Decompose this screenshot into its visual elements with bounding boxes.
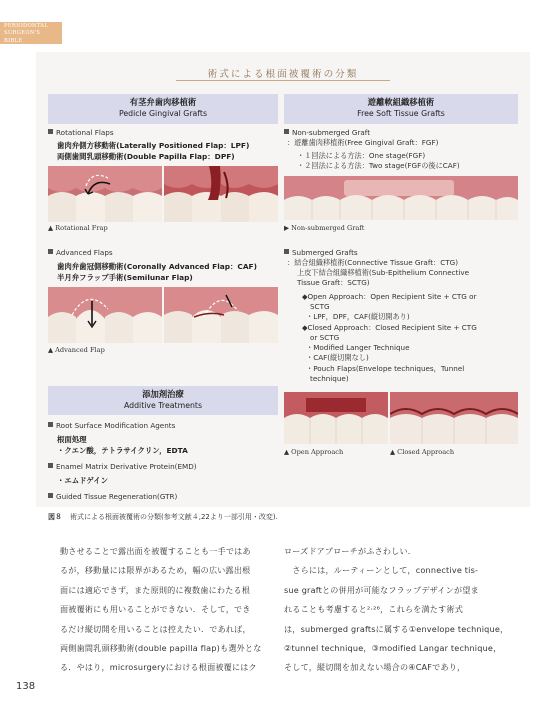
submerged-line: Tissue Graft：SCTG) [297, 278, 370, 287]
submerged-line: ：結合組織移植術(Connective Tissue Graft：CTG) [287, 258, 459, 267]
book-tag-line: BIBLE [4, 37, 23, 44]
non-submerged-photo [284, 176, 518, 220]
body-line: ローズドアプローチがふさわしい． [284, 546, 417, 556]
rotational-line: 歯肉弁側方移動術(Laterally Positioned Flap：LPF) [57, 141, 250, 150]
additive-header-jp: 添加剤治療 [142, 389, 184, 399]
submerged-item: ・Pouch Flaps(Envelope techniques，Tunnel [306, 364, 465, 373]
root-surface-line: ・クエン酸，テトラサイクリン，EDTA [57, 446, 188, 455]
submerged-line: 上皮下結合組織移植術(Sub-Epithelium Connective [297, 268, 470, 277]
body-line: 動させることで露出面を被覆することも一手ではあ [60, 546, 251, 556]
rotational-line: 両側歯間乳頭移動術(Double Papilla Flap：DPF) [57, 152, 235, 161]
body-line: る．やはり，microsurgeryにおける根面被覆にはク [60, 662, 257, 673]
advanced-photo-1 [48, 287, 162, 343]
submerged-item: ・LPF，DPF，CAF(縦切開あり) [306, 312, 410, 321]
body-right-column [284, 542, 508, 678]
submerged-item: or SCTG [310, 333, 340, 342]
book-tag-line: PERIODONTAL [4, 23, 49, 29]
free-graft-header [284, 94, 518, 124]
non-submerged-label: Non-submerged Graft [284, 128, 370, 138]
root-surface-line: 根面処理 [57, 435, 87, 444]
advanced-photo-2 [164, 287, 278, 343]
figure-caption-text: 術式による根面被覆術の分類(参考文献４,22より一部引用・改変). [70, 513, 278, 521]
additive-header [48, 386, 278, 415]
submerged-item: ・Modified Langer Technique [306, 343, 410, 352]
root-surface-label: Root Surface Modification Agents [48, 421, 175, 431]
body-line: るだけ縦切開を用いることは控えたい．であれば， [60, 623, 251, 634]
figure-caption [48, 512, 278, 522]
submerged-item: SCTG [310, 302, 330, 311]
advanced-line: 歯肉弁歯冠側移動術(Coronally Advanced Flap：CAF) [57, 262, 257, 271]
rotational-caption: ▲ Rotational Frap [48, 224, 108, 232]
body-line: るが，移動量には限界があるため，幅の広い露出根 [60, 565, 251, 576]
emd-line: ・エムドゲイン [57, 476, 109, 485]
additive-header-en: Additive Treatments [123, 401, 203, 410]
submerged-item: ◆Closed Approach：Closed Recipient Site + CTG [302, 323, 477, 332]
body-line: さらには，ルーティーンとして，connective tis- [284, 565, 479, 576]
figure-number: 図８ [48, 513, 62, 521]
non-submerged-sub: ：遊離歯肉移植術(Free Gingival Graft：FGF) [287, 138, 439, 147]
submerged-label: Submerged Grafts [284, 248, 358, 258]
advanced-label: Advanced Flaps [48, 248, 113, 258]
gtr-label: Guided Tissue Regeneration(GTR) [48, 492, 177, 502]
open-approach-photo [284, 392, 388, 444]
non-submerged-caption: ▶ Non-submerged Graft [284, 224, 365, 232]
advanced-line: 半月弁フラップ手術(Semilunar Flap) [57, 273, 193, 282]
submerged-item: technique) [310, 374, 349, 383]
page-number: 138 [16, 681, 36, 692]
body-line: ②tunnel technique，③modified Langar technique， [284, 643, 502, 654]
body-line: sue graftとの併用が可能なフラップデザインが望ま [284, 584, 479, 595]
closed-approach-photo [390, 392, 518, 444]
non-submerged-item: ・２回法による方法：Two stage(FGFの後にCAF) [297, 161, 460, 170]
body-line: 両側歯間乳頭移動術(double papilla flap)も選外とな [60, 643, 262, 654]
rotational-label: Rotational Flaps [48, 128, 114, 138]
body-line: 面には適応できず，また原則的に複数歯にわたる根 [60, 584, 251, 595]
body-line: そして，縦切開を加えない場合の④CAFであり， [284, 662, 466, 673]
submerged-item: ◆Open Approach：Open Recipient Site + CTG or [302, 292, 477, 301]
closed-approach-caption: ▲ Closed Approach [390, 448, 455, 456]
submerged-item: ・CAF(縦切開なし) [306, 353, 369, 362]
pedicle-header-en: Pedicle Gingival Grafts [118, 109, 208, 118]
open-approach-caption: ▲ Open Approach [284, 448, 344, 456]
title-underline [176, 80, 390, 81]
body-line: は，submerged graftsに属する①envelope technique， [284, 623, 509, 634]
pedicle-header-jp: 有茎弁歯肉移植術 [129, 97, 197, 107]
book-tag-line: SURGEON'S [4, 30, 41, 37]
non-submerged-item: ・１回法による方法：One stage(FGF) [297, 151, 426, 160]
body-left-column [60, 542, 262, 678]
pedicle-header [48, 94, 278, 124]
figure-title: 術式による根面被覆術の分類 [207, 69, 359, 80]
emd-label: Enamel Matrix Derivative Protein(EMD) [48, 462, 197, 472]
rotational-photo-1 [48, 166, 162, 222]
book-tag [0, 22, 62, 44]
body-line: 面被覆術にも用いることができない．そして，でき [60, 604, 251, 615]
advanced-caption: ▲ Advanced Flap [48, 346, 105, 354]
free-graft-header-jp: 遊離軟組織移植術 [367, 97, 435, 107]
free-graft-header-en: Free Soft Tissue Grafts [357, 109, 445, 118]
rotational-photo-2 [164, 166, 278, 222]
body-line: れることも考慮すると²·²⁶，これらを満たす術式 [284, 604, 463, 615]
